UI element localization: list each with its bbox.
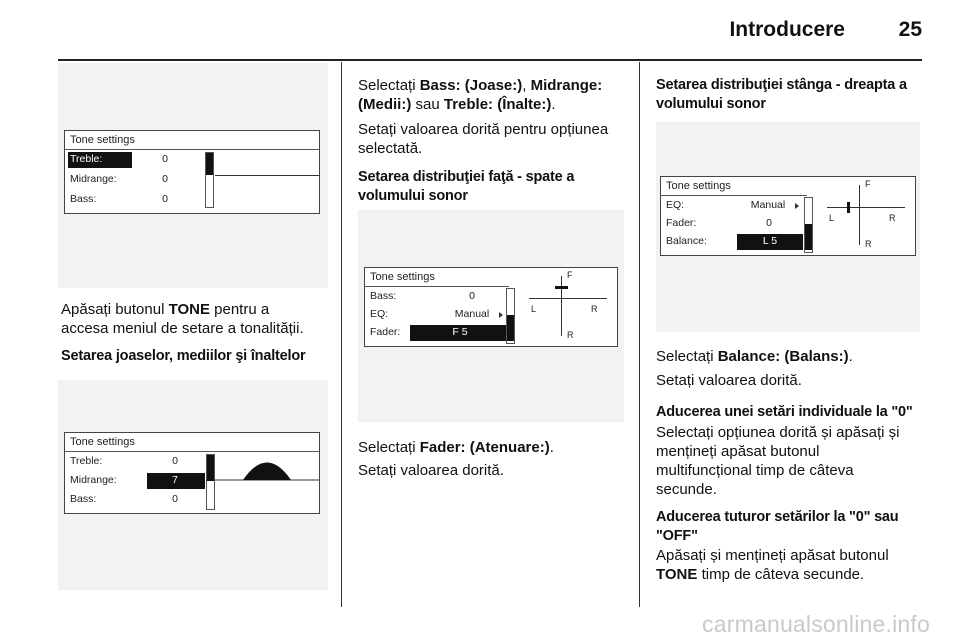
balance-fader-graphic xyxy=(823,177,915,255)
row-value: 7 xyxy=(172,474,178,486)
row-label: EQ: xyxy=(370,308,389,320)
arrow-right-icon xyxy=(795,203,799,209)
screen-title: Tone settings xyxy=(666,180,731,192)
scroll-slider xyxy=(506,288,515,344)
row-label: Fader: xyxy=(666,217,697,229)
left-label: L xyxy=(531,304,537,314)
row-value: 0 xyxy=(172,455,178,467)
screen-divider xyxy=(365,286,509,287)
eq-flat-line xyxy=(215,175,319,176)
screen-title: Tone settings xyxy=(70,134,135,146)
column-divider-1 xyxy=(341,62,342,607)
section-title: Introducere xyxy=(729,18,845,41)
balance-marker xyxy=(847,202,850,213)
row-value: 0 xyxy=(172,493,178,505)
figure-balance-panel xyxy=(656,122,920,332)
paragraph-reset-all: Apăsați și mențineți apăsat butonul TONE timp de câteva secunde. xyxy=(656,547,889,583)
row-label: Treble: xyxy=(70,455,103,467)
scroll-slider xyxy=(804,197,813,253)
row-value: Manual xyxy=(750,199,786,211)
header-rule xyxy=(58,59,922,61)
right-label: R xyxy=(889,213,896,223)
tone-settings-screen xyxy=(64,130,320,214)
screen-title: Tone settings xyxy=(370,271,435,283)
heading-fader: Setarea distribuţiei faţă - spate a volumului sonor xyxy=(358,169,575,204)
row-value: L 5 xyxy=(762,235,778,247)
row-label: Midrange: xyxy=(70,173,117,185)
row-value: 0 xyxy=(162,193,168,205)
row-label: Bass: xyxy=(70,193,97,205)
row-label: Balance: xyxy=(666,235,707,247)
paragraph-select-balance: Selectați Balance: (Balans:). xyxy=(656,348,853,365)
screen-divider xyxy=(661,195,807,196)
scroll-slider xyxy=(206,454,215,510)
row-label: Bass: xyxy=(70,493,97,505)
front-label: F xyxy=(567,270,573,280)
figure-treble-panel xyxy=(58,63,328,288)
page-number: 25 xyxy=(898,18,922,41)
paragraph-set-value: Setați valoarea dorită. xyxy=(656,372,802,389)
paragraph-select-fader: Selectați Fader: (Atenuare:). xyxy=(358,439,554,456)
row-label: Fader: xyxy=(370,326,401,338)
right-label: R xyxy=(591,304,598,314)
heading-balance: Setarea distribuţiei stânga - dreapta a volumului sonor xyxy=(656,77,907,112)
paragraph-reset-single: Selectați opțiunea dorită și apăsați și mențineți apăsat butonul multifuncțional timp de câteva secunde. xyxy=(656,424,900,498)
balance-fader-graphic xyxy=(525,268,617,346)
paragraph-select-bass-mid-treble: Selectați Bass: (Joase:), Midrange: (Medii:) sau Treble: (Înalte:). xyxy=(358,77,603,113)
scroll-slider xyxy=(205,152,214,208)
row-label: EQ: xyxy=(666,199,685,211)
paragraph-set-value: Setați valoarea dorită. xyxy=(358,462,504,479)
screen-divider xyxy=(65,451,319,452)
row-value: F 5 xyxy=(452,326,468,338)
tone-settings-screen xyxy=(364,267,618,347)
left-label: L xyxy=(829,213,835,223)
screen-divider xyxy=(65,149,319,150)
figure-fader-panel xyxy=(358,210,624,422)
fader-marker xyxy=(555,286,568,289)
figure-midrange-panel xyxy=(58,380,328,590)
paragraph-tone-button: Apăsați butonul TONE pentru a accesa meniul de setare a tonalității. xyxy=(61,301,304,337)
watermark: carmanualsonline.info xyxy=(702,611,930,637)
rear-label: R xyxy=(567,330,574,340)
heading-reset-all: Aducerea tuturor setărilor la "0" sau "OFF" xyxy=(656,509,899,544)
tone-settings-screen xyxy=(660,176,916,256)
row-value: Manual xyxy=(454,308,490,320)
row-value: 0 xyxy=(469,290,475,302)
row-label: Treble: xyxy=(70,153,103,165)
row-label: Midrange: xyxy=(70,474,117,486)
paragraph-set-value: Setați valoarea dorită pentru opțiunea selectată. xyxy=(358,121,609,157)
rear-label: R xyxy=(865,239,872,249)
row-value: 0 xyxy=(162,153,168,165)
eq-curve xyxy=(215,453,319,483)
heading-bass-mid-treble: Setarea joaselor, mediilor şi înaltelor xyxy=(61,348,306,364)
front-label: F xyxy=(865,179,871,189)
row-value: 0 xyxy=(766,217,772,229)
column-divider-2 xyxy=(639,62,640,607)
row-label: Bass: xyxy=(370,290,397,302)
arrow-right-icon xyxy=(499,312,503,318)
heading-reset-single: Aducerea unei setări individuale la "0" xyxy=(656,404,913,420)
screen-title: Tone settings xyxy=(70,436,135,448)
tone-settings-screen xyxy=(64,432,320,514)
row-value: 0 xyxy=(162,173,168,185)
